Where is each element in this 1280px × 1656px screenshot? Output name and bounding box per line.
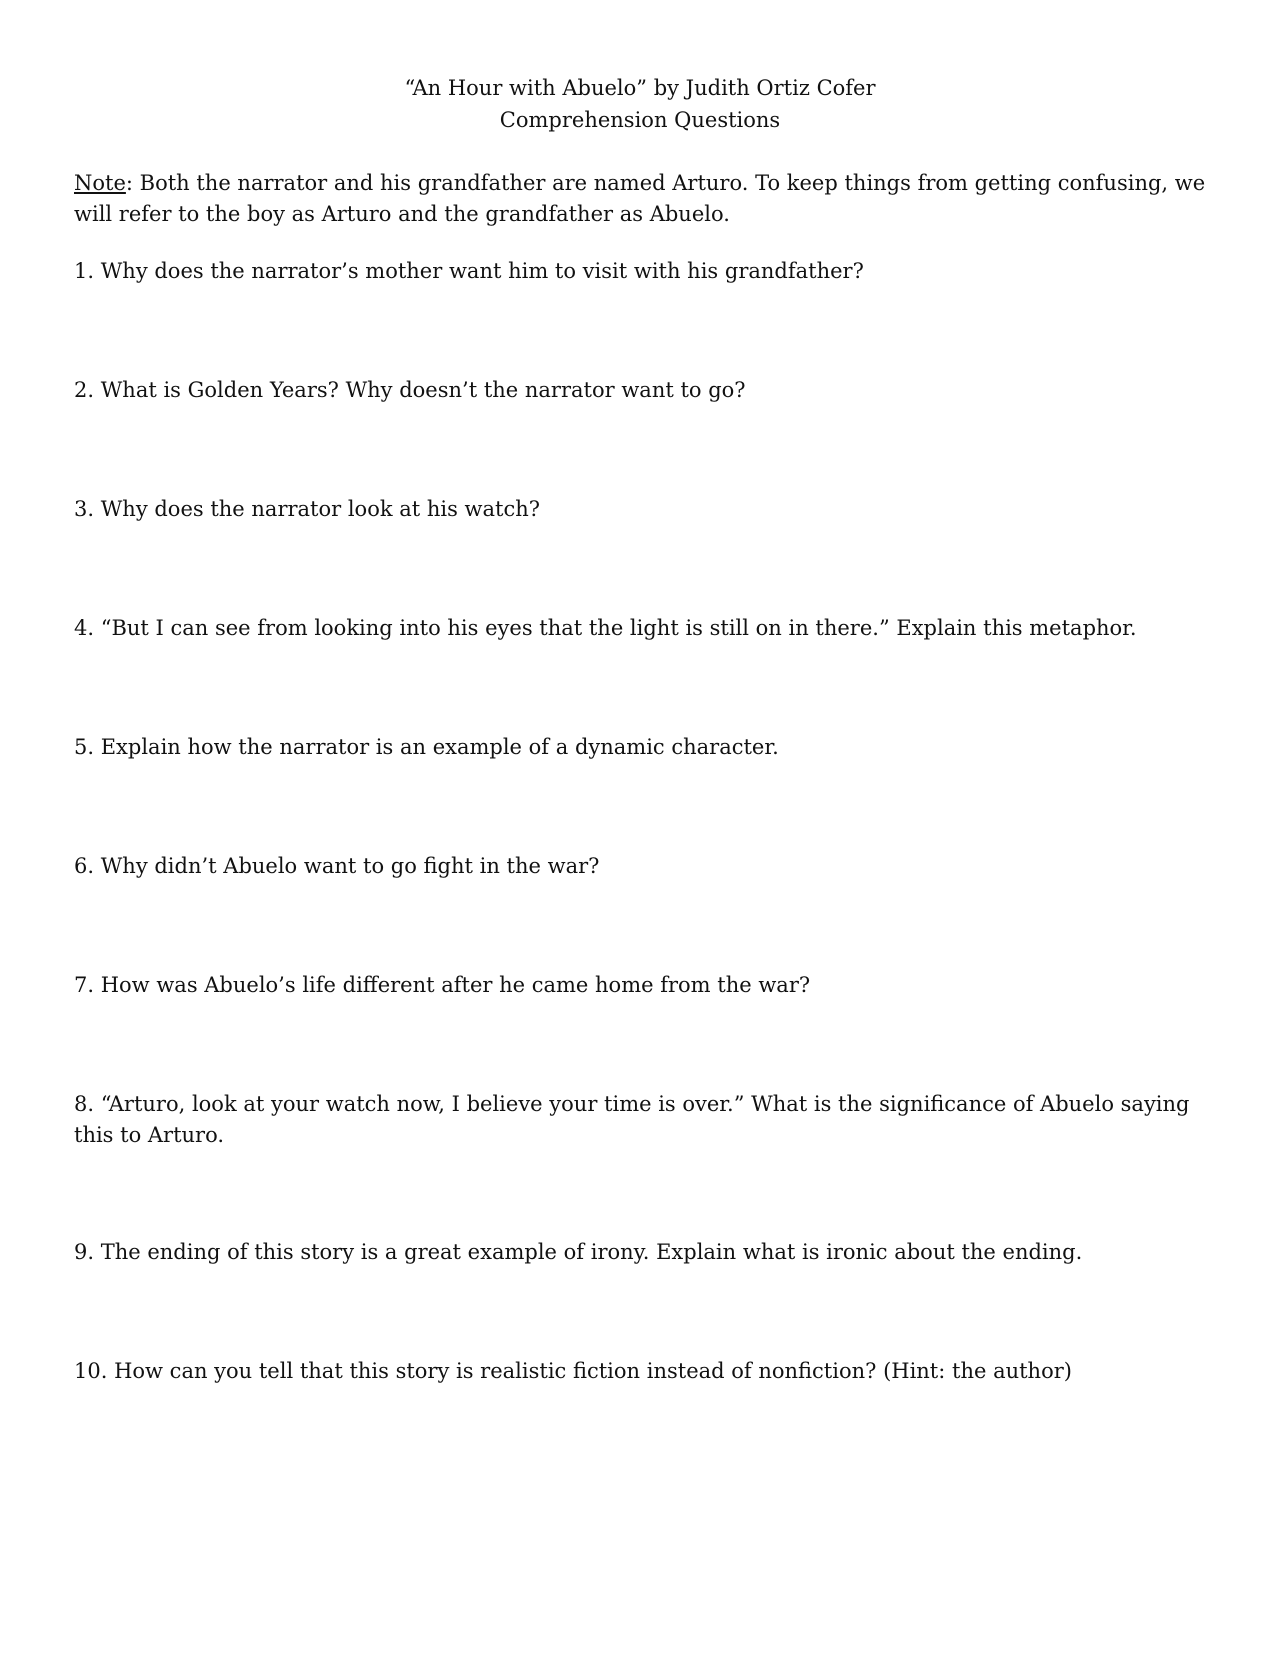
question-6: 6. Why didn’t Abuelo want to go fight in the war?	[74, 854, 600, 878]
question-7: 7. How was Abuelo’s life different after he came home from the war?	[74, 973, 811, 997]
note-label: Note	[74, 171, 126, 195]
question-2: 2. What is Golden Years? Why doesn’t the narrator want to go?	[74, 378, 746, 402]
question-1: 1. Why does the narrator’s mother want him to visit with his grandfather?	[74, 259, 864, 283]
question-8: 8. “Arturo, look at your watch now, I believe your time is over.” What is the significance of Abuelo saying this to Arturo.	[74, 1092, 1190, 1147]
question-5: 5. Explain how the narrator is an example of a dynamic character.	[74, 735, 779, 759]
note-text: : Both the narrator and his grandfather are named Arturo. To keep things from getting confusing, we will refer to the boy as Arturo and the grandfather as Abuelo.	[74, 171, 1206, 226]
question-3: 3. Why does the narrator look at his watch?	[74, 497, 541, 521]
page-subtitle: Comprehension Questions	[499, 108, 781, 132]
question-10: 10. How can you tell that this story is realistic fiction instead of nonfiction? (Hint: the author)	[74, 1359, 1072, 1383]
title-block	[0, 72, 1280, 136]
page-title: “An Hour with Abuelo” by Judith Ortiz Cofer	[404, 76, 876, 100]
question-9: 9. The ending of this story is a great example of irony. Explain what is ironic about the ending.	[74, 1240, 1083, 1264]
note-paragraph	[74, 168, 1224, 230]
question-4: 4. “But I can see from looking into his eyes that the light is still on in there.” Explain this metaphor.	[74, 616, 1137, 640]
